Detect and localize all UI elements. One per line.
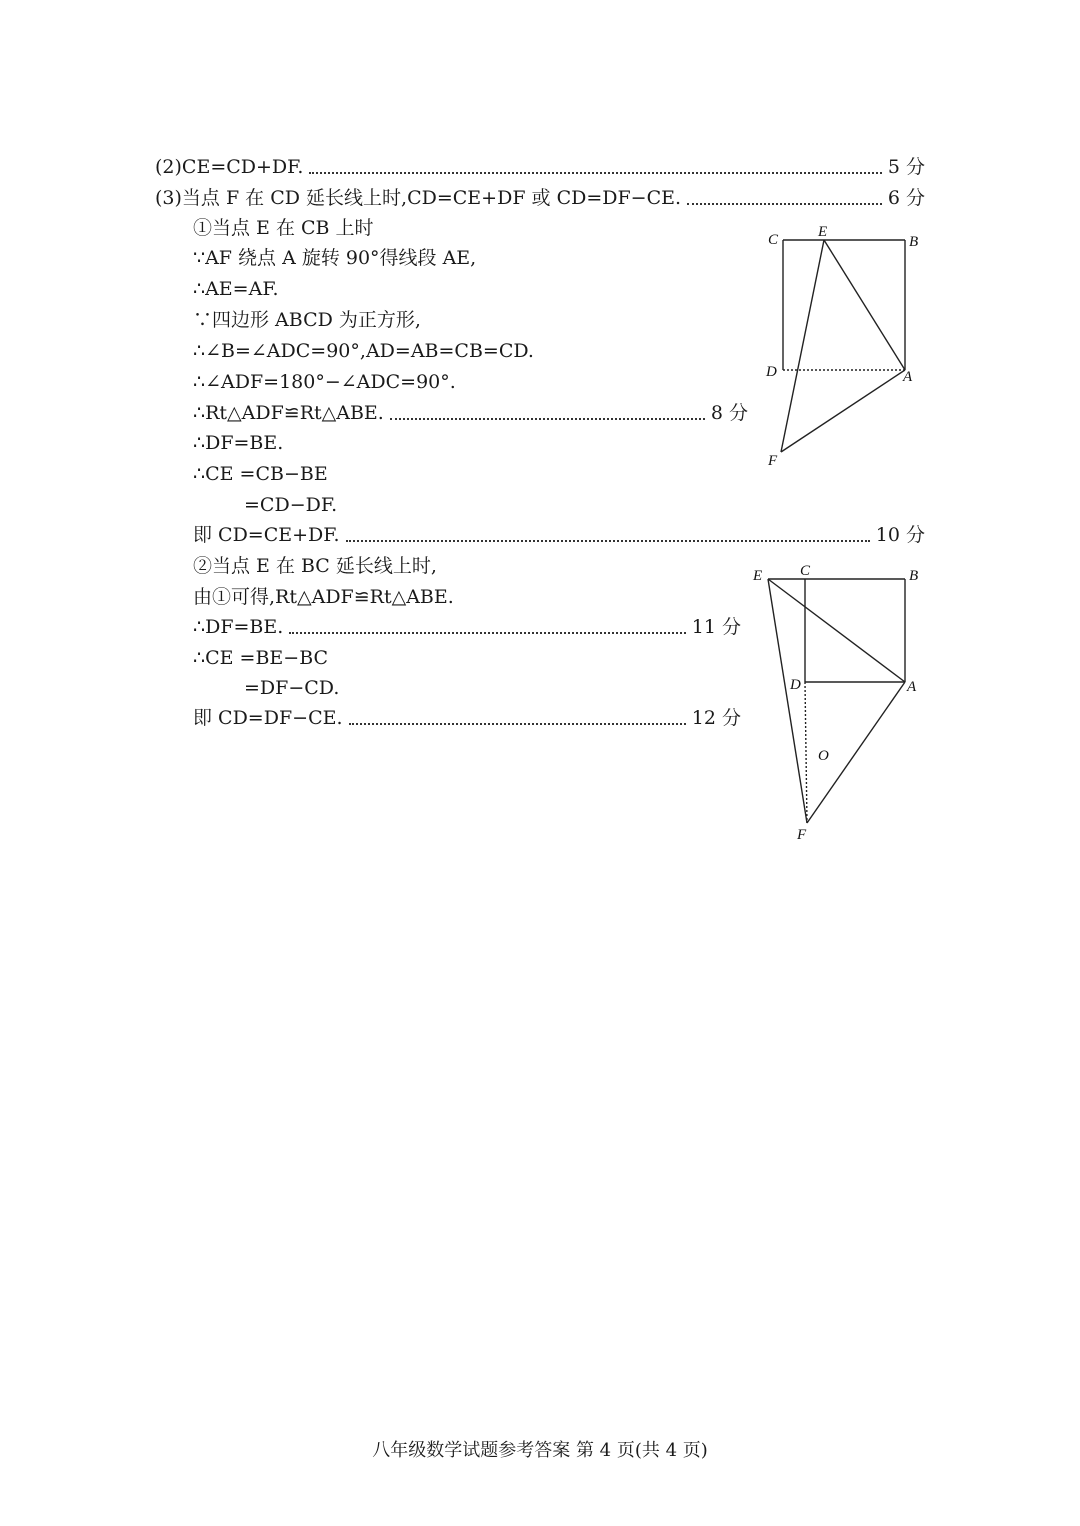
answer-text: ∴DF=BE. [193,432,284,454]
segment-DF [805,682,807,823]
answer-line-13 [193,520,925,550]
leader-dots [309,172,881,174]
leader-dots [390,418,705,420]
answer-text: ∵四边形 ABCD 为正方形, [193,309,421,331]
answer-line-4 [193,243,476,273]
label-A: A [907,679,917,695]
answer-line-12 [244,490,337,520]
answer-line-3 [193,213,374,243]
answer-text: ∴AE=AF. [193,278,279,300]
answer-line-10 [193,428,283,458]
answer-line-7 [193,336,534,366]
leader-dots [289,632,685,634]
answer-line-18 [244,673,339,703]
answer-line-8 [193,367,456,397]
segment-EF [781,240,824,452]
answer-text: ∴∠ADF=180°−∠ADC=90°. [193,371,456,393]
label-A: A [903,369,913,385]
answer-line-2 [155,183,925,213]
score-label: 11 分 [691,616,741,638]
answer-text: ∴DF=BE. [193,616,284,638]
answer-text: ∴∠B=∠ADC=90°,AD=AB=CB=CD. [193,340,534,362]
answer-text: ∴Rt△ADF≌Rt△ABE. [193,402,384,424]
answer-text: (2)CE=CD+DF. [155,156,304,178]
label-D: D [790,677,801,693]
score-label: 12 分 [691,707,741,729]
score-label: 8 分 [710,402,748,424]
label-O: O [818,748,829,764]
answer-line-11 [193,459,328,489]
geometry-figure-1 [760,222,930,472]
answer-line-17 [193,643,328,673]
answer-line-16 [193,612,741,642]
label-F: F [768,453,778,469]
label-B: B [909,234,919,250]
label-D: D [766,364,777,380]
score-label: 6 分 [887,187,925,209]
answer-text: 即 CD=DF−CE. [193,707,343,729]
answer-line-19 [193,703,741,733]
score-label: 10 分 [875,524,925,546]
segment-AF [781,370,905,452]
answer-text: ①当点 E 在 CB 上时 [193,217,374,239]
answer-text: ②当点 E 在 BC 延长线上时, [193,555,437,577]
answer-text: (3)当点 F 在 CD 延长线上时,CD=CE+DF 或 CD=DF−CE. [155,187,682,209]
answer-text: ∴CE =CB−BE [193,463,328,485]
geometry-figure-2 [745,558,935,848]
answer-line-14 [193,551,437,581]
leader-dots [687,203,882,205]
page-footer: 八年级数学试题参考答案 第 4 页(共 4 页) [372,1440,708,1461]
segment-EA [824,240,905,370]
label-C: C [768,232,779,248]
answer-text: =CD−DF. [244,494,338,516]
answer-line-15 [193,582,454,612]
answer-line-9 [193,398,748,428]
score-label: 5 分 [887,156,925,178]
answer-text: ∵AF 绕点 A 旋转 90°得线段 AE, [193,247,477,269]
answer-text: 即 CD=CE+DF. [193,524,340,546]
label-C: C [800,563,811,579]
answer-line-5 [193,274,279,304]
answer-text: ∴CE =BE−BC [193,647,329,669]
answer-text: 由①可得,Rt△ADF≌Rt△ABE. [193,586,454,608]
leader-dots [349,723,686,725]
answer-line-1 [155,152,925,182]
answer-text: =DF−CD. [244,677,340,699]
label-E: E [818,224,828,240]
label-F: F [797,827,807,843]
label-E: E [753,568,763,584]
label-B: B [909,568,919,584]
segment-EA [768,579,905,682]
answer-line-6 [193,305,421,335]
segment-EF [768,579,807,823]
leader-dots [346,540,870,542]
